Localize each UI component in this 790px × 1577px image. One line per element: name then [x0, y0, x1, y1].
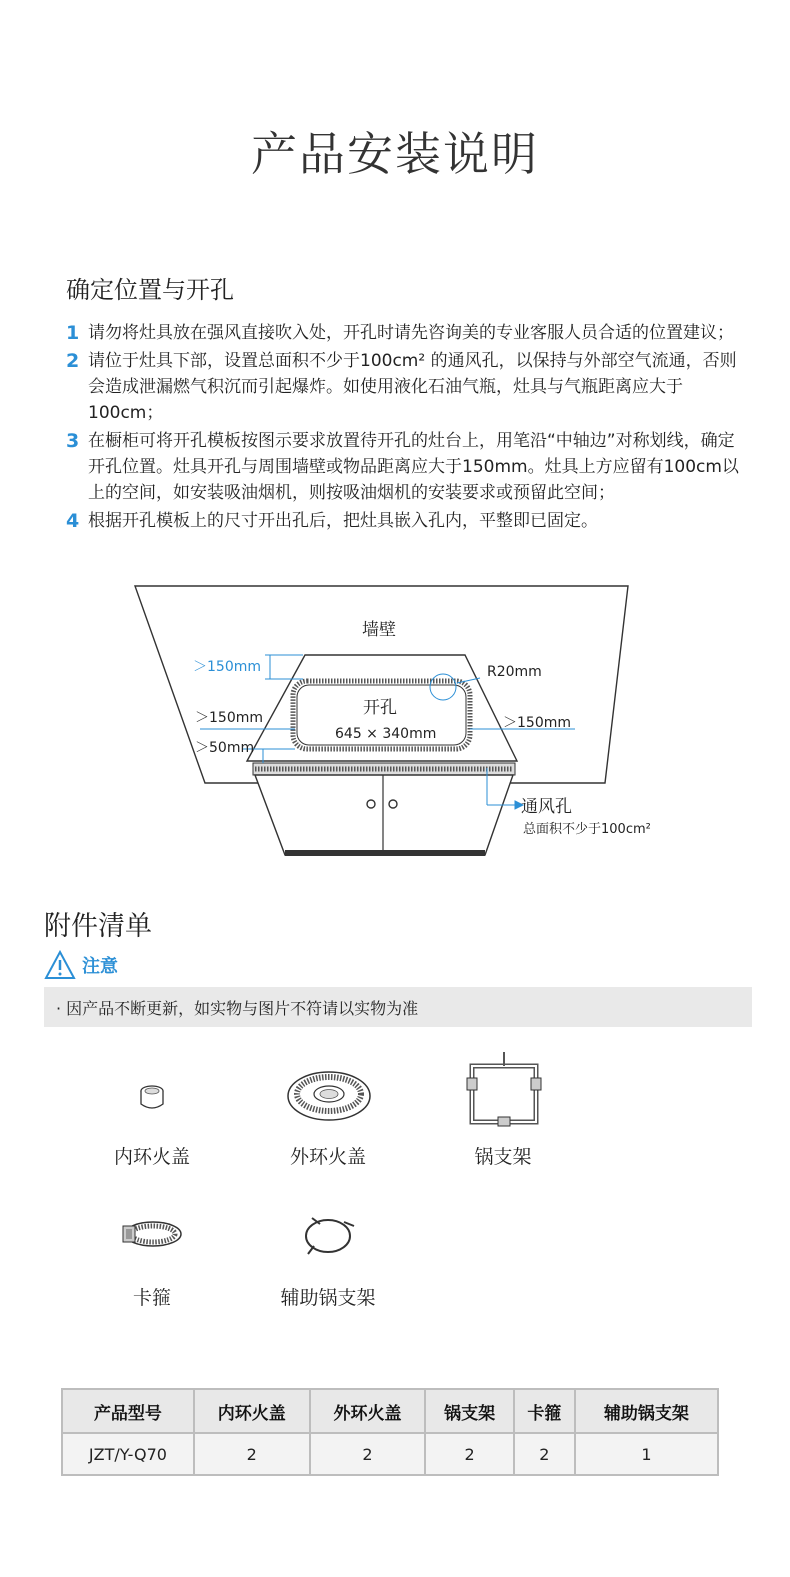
accessory-label: 卡箍: [132, 1287, 171, 1309]
hole-label: 开孔: [363, 698, 397, 718]
wall-label: 墙壁: [362, 620, 396, 640]
step-item: [66, 348, 746, 426]
table-header-cell: 内环火盖: [194, 1389, 310, 1433]
table-cell: 2: [194, 1433, 310, 1475]
vent-note: 总面积不少于100cm²: [523, 822, 651, 837]
table-row: [62, 1433, 718, 1475]
table-cell: JZT/Y-Q70: [62, 1433, 194, 1475]
table-cell: 2: [514, 1433, 575, 1475]
accessory-label: 外环火盖: [289, 1146, 366, 1168]
radius-label: R20mm: [487, 664, 542, 680]
warning-label: 注意: [82, 956, 118, 977]
accessory-label: 内环火盖: [113, 1146, 190, 1168]
step-text: 请位于灶具下部，设置总面积不少于100cm² 的通风孔，以保持与外部空气流通，否则会造成泄漏燃气积沉而引起爆炸。如使用液化石油气瓶，灶具与气瓶距离应大于100cm；: [88, 351, 737, 423]
step-number: 4: [66, 510, 80, 532]
warning-row: [44, 950, 118, 980]
accessory-label: 锅支架: [474, 1146, 532, 1168]
hose-clamp-icon: [120, 1216, 186, 1252]
accessory-label: 辅助锅支架: [280, 1287, 376, 1309]
step-number: 3: [66, 430, 80, 452]
notice-text: · 因产品不断更新，如实物与图片不符请以实物为准: [56, 998, 419, 1018]
step-item: [66, 428, 746, 506]
step-item: [66, 508, 746, 534]
right-gap-label: ＞150mm: [503, 715, 571, 731]
page-title: 产品安装说明: [251, 127, 539, 181]
step-text: 根据开孔模板上的尺寸开出孔后，把灶具嵌入孔内，平整即已固定。: [88, 511, 598, 531]
table-cell: 2: [310, 1433, 426, 1475]
table-header-cell: 产品型号: [62, 1389, 194, 1433]
step-text: 请勿将灶具放在强风直接吹入处，开孔时请先咨询美的专业客服人员合适的位置建议；: [88, 323, 734, 343]
install-steps: [66, 320, 746, 536]
step-number: 1: [66, 322, 80, 344]
table-header-cell: 外环火盖: [310, 1389, 426, 1433]
spec-table: [61, 1388, 719, 1476]
warning-triangle-icon: [44, 950, 76, 980]
cabinet-base: [285, 850, 485, 856]
front-gap-label: ＞50mm: [195, 740, 255, 756]
step-item: [66, 320, 746, 346]
pot-support-icon: [464, 1048, 544, 1128]
section-heading-install: 确定位置与开孔: [66, 276, 234, 304]
left-gap-label: ＞150mm: [195, 710, 263, 726]
table-header-cell: 辅助锅支架: [575, 1389, 718, 1433]
cabinet-body: [255, 775, 513, 855]
installation-diagram: [125, 583, 685, 863]
notice-bar: [44, 987, 752, 1027]
table-cell: 2: [425, 1433, 513, 1475]
step-number: 2: [66, 350, 80, 372]
table-header-cell: 锅支架: [425, 1389, 513, 1433]
table-cell: 1: [575, 1433, 718, 1475]
section-heading-accessories: 附件清单: [44, 911, 152, 942]
top-gap-label: ＞150mm: [193, 659, 261, 675]
table-header-row: [62, 1389, 718, 1433]
auxiliary-pot-support-icon: [300, 1212, 356, 1256]
vent-label: 通风孔: [521, 797, 572, 817]
outer-burner-cap-icon: [285, 1068, 373, 1124]
table-header-cell: 卡箍: [514, 1389, 575, 1433]
step-text: 在橱柜可将开孔模板按图示要求放置待开孔的灶台上，用笔沿“中轴边”对称划线，确定开孔位置。灶具开孔与周围墙壁或物品距离应大于150mm。灶具上方应留有100cm以上的空间，如安装吸油烟机，则按吸油烟机的安装要求或预留此空间；: [88, 431, 739, 503]
hole-size-label: 645 × 340mm: [335, 726, 437, 742]
inner-burner-cap-icon: [134, 1080, 170, 1116]
